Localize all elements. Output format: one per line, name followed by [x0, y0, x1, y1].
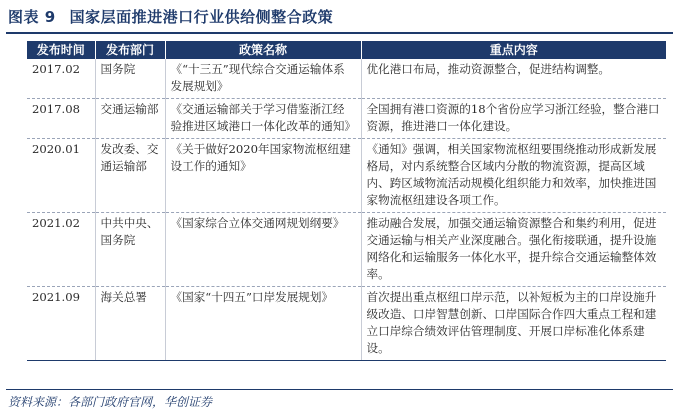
figure-title-text: 国家层面推进港口行业供给侧整合政策	[69, 8, 334, 26]
title-rule	[6, 32, 673, 34]
cell-policy: 《国家“十四五”口岸发展规划》	[165, 287, 361, 361]
source-rule	[6, 389, 673, 390]
cell-date: 2020.01	[27, 139, 95, 213]
table-row	[27, 287, 666, 361]
table-row	[27, 139, 666, 213]
header-dept: 发布部门	[95, 41, 165, 59]
cell-policy: 《关于做好2020年国家物流枢纽建设工作的通知》	[165, 139, 361, 213]
cell-content: 全国拥有港口资源的18个省份应学习浙江经验，整合港口资源，推进港口一体化建设。	[361, 99, 666, 139]
header-content: 重点内容	[361, 41, 666, 59]
cell-date: 2021.02	[27, 213, 95, 287]
cell-policy: 《“十三五”现代综合交通运输体系发展规划》	[165, 59, 361, 99]
cell-content: 首次提出重点枢纽口岸示范，以补短板为主的口岸设施升级改造、口岸智慧创新、口岸国际合作四大重点工程和建立口岸综合绩效评估管理制度、开展口岸标准化体系建设。	[361, 287, 666, 361]
cell-date: 2017.08	[27, 99, 95, 139]
table-row	[27, 213, 666, 287]
policy-table	[27, 41, 666, 361]
table-header-row	[27, 41, 666, 59]
cell-policy: 《国家综合立体交通网规划纲要》	[165, 213, 361, 287]
figure-title	[8, 6, 333, 27]
figure-number: 图表 9	[8, 8, 56, 26]
cell-content: 《通知》强调，相关国家物流枢纽要围绕推动形成新发展格局，对内系统整合区域内分散的物流资源，提高区域内、跨区域物流活动规模化组织能力和效率，加快推进国家物流枢纽建设各项工作。	[361, 139, 666, 213]
table-row	[27, 99, 666, 139]
header-policy: 政策名称	[165, 41, 361, 59]
table-row	[27, 59, 666, 99]
cell-policy: 《交通运输部关于学习借鉴浙江经验推进区域港口一体化改革的通知》	[165, 99, 361, 139]
cell-dept: 中共中央、国务院	[95, 213, 165, 287]
cell-content: 推动融合发展，加强交通运输资源整合和集约利用，促进交通运输与相关产业深度融合。强化衔接联通，提升设施网络化和运输服务一体化水平，提升综合交通运输整体效率。	[361, 213, 666, 287]
cell-dept: 发改委、交通运输部	[95, 139, 165, 213]
cell-dept: 交通运输部	[95, 99, 165, 139]
header-date: 发布时间	[27, 41, 95, 59]
cell-dept: 国务院	[95, 59, 165, 99]
cell-dept: 海关总署	[95, 287, 165, 361]
source-note: 资料来源：各部门政府官网，华创证券	[8, 395, 213, 409]
cell-content: 优化港口布局，推动资源整合，促进结构调整。	[361, 59, 666, 99]
cell-date: 2017.02	[27, 59, 95, 99]
cell-date: 2021.09	[27, 287, 95, 361]
